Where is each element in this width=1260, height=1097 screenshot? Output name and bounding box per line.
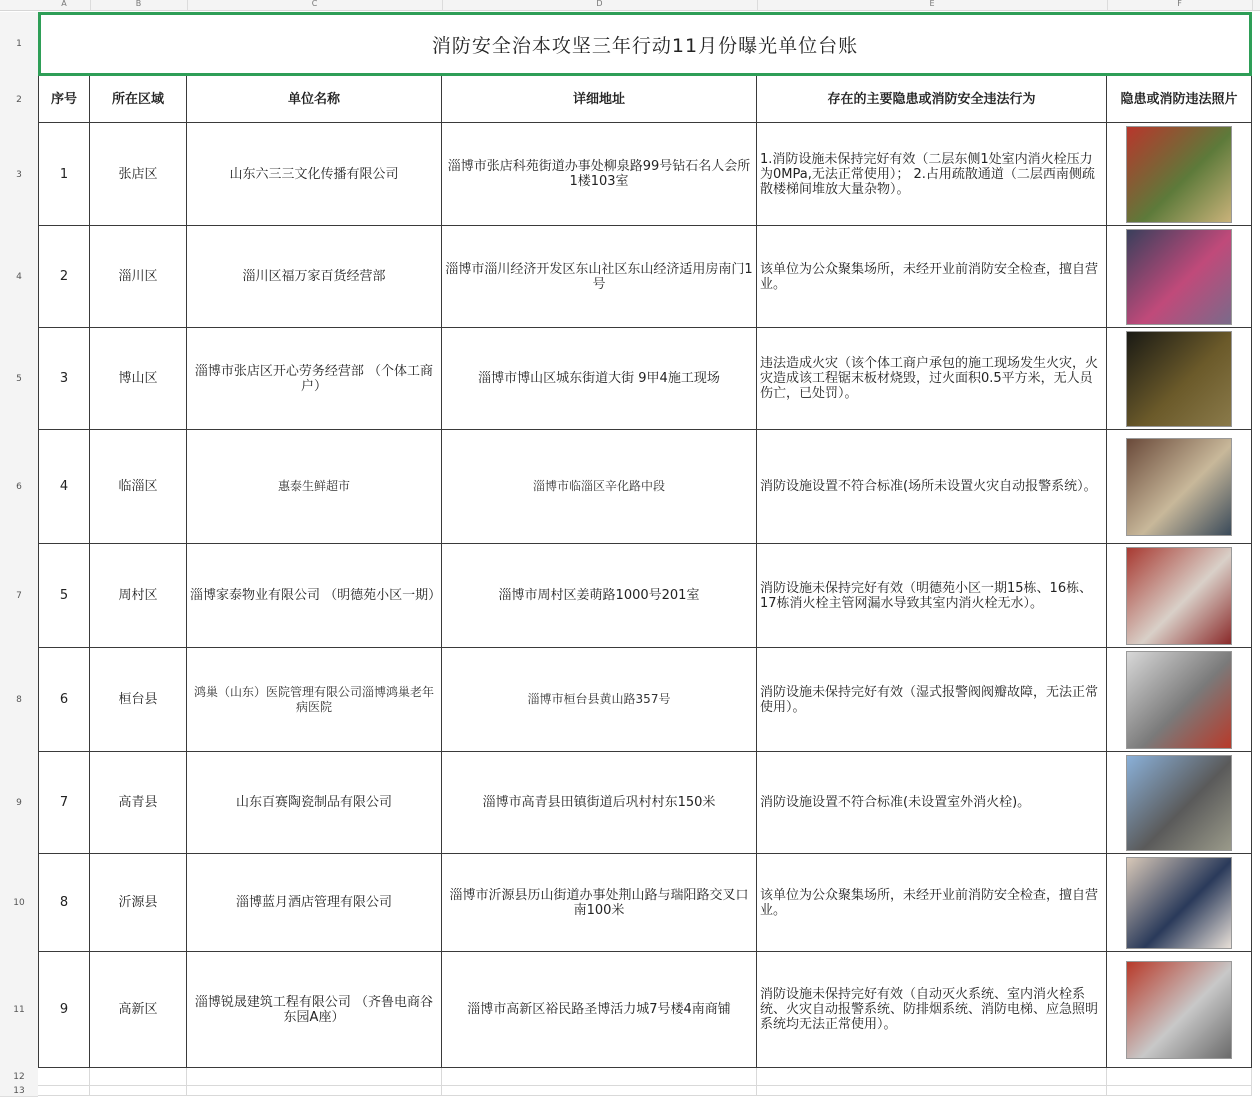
cell-issue[interactable]: 消防设施未保持完好有效（自动灭火系统、室内消火栓系统、火灾自动报警系统、防排烟系统、消防电梯、应急照明系统均无法正常使用）。: [757, 952, 1107, 1068]
cell-area[interactable]: 高青县: [90, 752, 187, 854]
cell-photo[interactable]: [1107, 952, 1252, 1068]
cell-unit-name[interactable]: 鸿巢（山东）医院管理有限公司淄博鸿巢老年病医院: [187, 648, 442, 752]
empty-cell[interactable]: [38, 1068, 90, 1086]
cell-index[interactable]: 3: [38, 328, 90, 430]
cell-issue[interactable]: 消防设施设置不符合标准(未设置室外消火栓)。: [757, 752, 1107, 854]
cell-photo[interactable]: [1107, 648, 1252, 752]
row-number[interactable]: 11: [0, 952, 38, 1069]
header-photo[interactable]: 隐患或消防违法照片: [1107, 76, 1252, 123]
cell-issue[interactable]: 该单位为公众聚集场所，未经开业前消防安全检查，擅自营业。: [757, 226, 1107, 328]
column-letter[interactable]: D: [442, 0, 758, 10]
cell-issue[interactable]: 消防设施设置不符合标准(场所未设置火灾自动报警系统）。: [757, 430, 1107, 544]
cell-area[interactable]: 周村区: [90, 544, 187, 648]
header-issue[interactable]: 存在的主要隐患或消防安全违法行为: [757, 76, 1107, 123]
cell-address[interactable]: 淄博市周村区姜萌路1000号201室: [442, 544, 757, 648]
cell-index[interactable]: 9: [38, 952, 90, 1068]
cell-issue[interactable]: 消防设施未保持完好有效（湿式报警阀阀瓣故障，无法正常使用）。: [757, 648, 1107, 752]
cell-unit-name[interactable]: 惠泰生鲜超市: [187, 430, 442, 544]
empty-cell[interactable]: [1107, 1086, 1252, 1096]
cell-index[interactable]: 6: [38, 648, 90, 752]
sheet-title[interactable]: 消防安全治本攻坚三年行动11月份曝光单位台账: [38, 12, 1252, 76]
row-number[interactable]: 1: [0, 12, 38, 77]
row-number[interactable]: 13: [0, 1086, 38, 1097]
cell-address[interactable]: 淄博市高青县田镇街道后巩村村东150米: [442, 752, 757, 854]
cell-address[interactable]: 淄博市临淄区辛化路中段: [442, 430, 757, 544]
cell-unit-name[interactable]: 淄川区福万家百货经营部: [187, 226, 442, 328]
cell-address[interactable]: 淄博市博山区城东街道大街 9甲4施工现场: [442, 328, 757, 430]
cell-index[interactable]: 5: [38, 544, 90, 648]
header-index[interactable]: 序号: [38, 76, 90, 123]
cell-issue[interactable]: 消防设施未保持完好有效（明德苑小区一期15栋、16栋、17栋消火栓主管网漏水导致其室内消火栓无水）。: [757, 544, 1107, 648]
column-letter[interactable]: A: [38, 0, 91, 10]
cell-photo[interactable]: [1107, 430, 1252, 544]
cell-area[interactable]: 淄川区: [90, 226, 187, 328]
column-letter[interactable]: C: [187, 0, 443, 10]
cell-area[interactable]: 博山区: [90, 328, 187, 430]
cell-issue[interactable]: 1.消防设施未保持完好有效（二层东侧1处室内消火栓压力为0MPa,无法正常使用）； 2.占用疏散通道（二层西南侧疏散楼梯间堆放大量杂物）。: [757, 123, 1107, 226]
cell-area[interactable]: 桓台县: [90, 648, 187, 752]
cell-photo[interactable]: [1107, 328, 1252, 430]
cell-area[interactable]: 沂源县: [90, 854, 187, 952]
header-address[interactable]: 详细地址: [442, 76, 757, 123]
row-number[interactable]: 7: [0, 544, 38, 649]
empty-cell[interactable]: [90, 1086, 187, 1096]
cell-photo[interactable]: [1107, 854, 1252, 952]
header-unit-name[interactable]: 单位名称: [187, 76, 442, 123]
alarm-valve-photo[interactable]: [1126, 651, 1232, 749]
cell-index[interactable]: 1: [38, 123, 90, 226]
row-number[interactable]: 12: [0, 1068, 38, 1087]
cell-index[interactable]: 7: [38, 752, 90, 854]
cell-area[interactable]: 临淄区: [90, 430, 187, 544]
row-number[interactable]: 5: [0, 328, 38, 431]
cell-issue[interactable]: 违法造成火灾（该个体工商户承包的施工现场发生火灾，火灾造成该工程锯末板材烧毁，过火面积0.5平方米，无人员伤亡，已处罚）。: [757, 328, 1107, 430]
cell-address[interactable]: 淄博市张店科苑街道办事处柳泉路99号钻石名人会所1楼103室: [442, 123, 757, 226]
empty-cell[interactable]: [187, 1068, 442, 1086]
empty-cell[interactable]: [38, 1086, 90, 1096]
column-letter[interactable]: B: [90, 0, 188, 10]
empty-cell[interactable]: [757, 1068, 1107, 1086]
cell-index[interactable]: 8: [38, 854, 90, 952]
cell-index[interactable]: 2: [38, 226, 90, 328]
empty-cell[interactable]: [757, 1086, 1107, 1096]
empty-cell[interactable]: [187, 1086, 442, 1096]
column-letter[interactable]: F: [1107, 0, 1253, 10]
cell-issue[interactable]: 该单位为公众聚集场所，未经开业前消防安全检查，擅自营业。: [757, 854, 1107, 952]
cell-unit-name[interactable]: 淄博锐晟建筑工程有限公司 （齐鲁电商谷东园A座）: [187, 952, 442, 1068]
cell-unit-name[interactable]: 淄博市张店区开心劳务经营部 （个体工商户）: [187, 328, 442, 430]
cell-unit-name[interactable]: 淄博蓝月酒店管理有限公司: [187, 854, 442, 952]
row-number[interactable]: 4: [0, 226, 38, 329]
cell-address[interactable]: 淄博市高新区裕民路圣博活力城7号楼4南商铺: [442, 952, 757, 1068]
warehouse-photo[interactable]: [1126, 755, 1232, 851]
fire-scene-photo[interactable]: [1126, 331, 1232, 427]
row-number[interactable]: 3: [0, 123, 38, 227]
cell-index[interactable]: 4: [38, 430, 90, 544]
cell-address[interactable]: 淄博市淄川经济开发区东山社区东山经济适用房南门1号: [442, 226, 757, 328]
empty-cell[interactable]: [1107, 1068, 1252, 1086]
column-letter[interactable]: E: [757, 0, 1108, 10]
hotel-lobby-photo[interactable]: [1126, 857, 1232, 949]
supermarket-photo[interactable]: [1126, 438, 1232, 536]
cell-photo[interactable]: [1107, 544, 1252, 648]
cell-address[interactable]: 淄博市沂源县历山街道办事处荆山路与瑞阳路交叉口南100米: [442, 854, 757, 952]
cell-photo[interactable]: [1107, 226, 1252, 328]
cell-address[interactable]: 淄博市桓台县黄山路357号: [442, 648, 757, 752]
cell-area[interactable]: 张店区: [90, 123, 187, 226]
fire-hydrant-photo[interactable]: [1126, 126, 1232, 223]
row-number[interactable]: 9: [0, 752, 38, 855]
row-number[interactable]: 6: [0, 430, 38, 545]
row-number[interactable]: 2: [0, 76, 38, 124]
pump-room-photo[interactable]: [1126, 961, 1232, 1059]
hose-cabinet-photo[interactable]: [1126, 547, 1232, 645]
empty-cell[interactable]: [442, 1086, 757, 1096]
cell-unit-name[interactable]: 淄博家泰物业有限公司 （明德苑小区一期）: [187, 544, 442, 648]
cell-photo[interactable]: [1107, 123, 1252, 226]
cell-unit-name[interactable]: 山东百赛陶瓷制品有限公司: [187, 752, 442, 854]
cell-area[interactable]: 高新区: [90, 952, 187, 1068]
store-interior-photo[interactable]: [1126, 229, 1232, 325]
column-header-bar: [0, 0, 1260, 11]
row-number[interactable]: 8: [0, 648, 38, 753]
cell-photo[interactable]: [1107, 752, 1252, 854]
header-area[interactable]: 所在区域: [90, 76, 187, 123]
empty-cell[interactable]: [90, 1068, 187, 1086]
cell-unit-name[interactable]: 山东六三三文化传播有限公司: [187, 123, 442, 226]
row-number[interactable]: 10: [0, 854, 38, 953]
empty-cell[interactable]: [442, 1068, 757, 1086]
